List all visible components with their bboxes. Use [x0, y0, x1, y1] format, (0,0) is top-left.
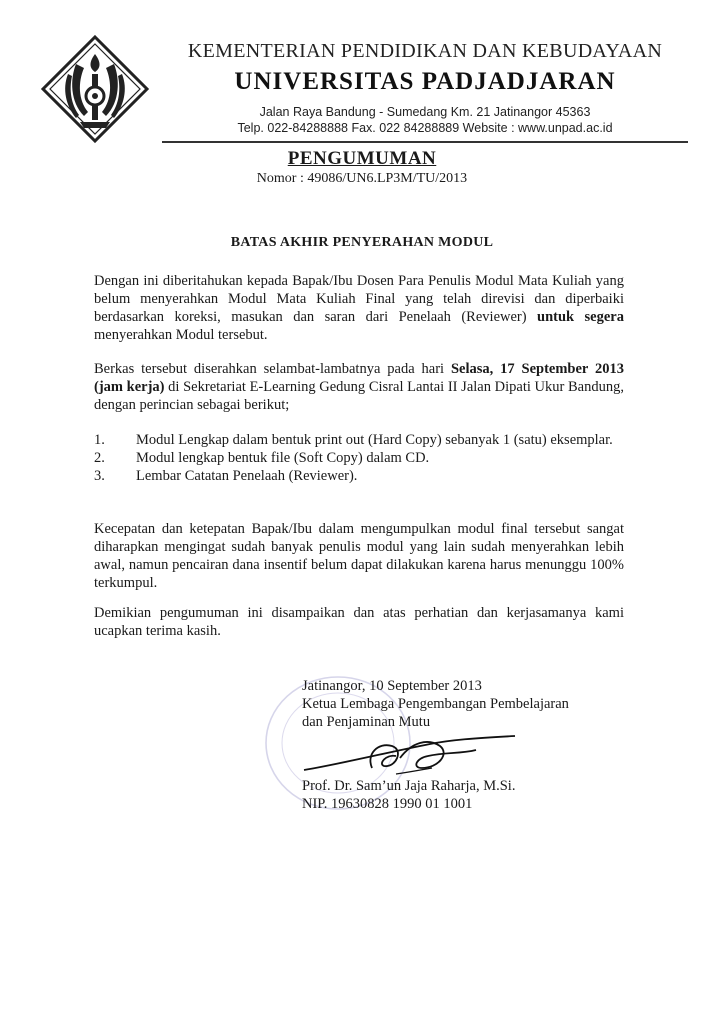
university-contact: Telp. 022-84288888 Fax. 022 84288889 Website : www.unpad.ac.id	[237, 121, 613, 135]
deadline-text: Berkas tersebut diserahkan selambat-lambatnya pada hari	[94, 361, 451, 377]
paragraph-appeal: Kecepatan dan ketepatan Bapak/Ibu dalam mengumpulkan modul final tersebut sangat diharapkan mengingat sudah banyak penulis modul yang lain sudah menyerahkan lebih awal, namun pencairan dana insentif belum dapat dilakukan karena harus menunggu 100% terkumpul.	[94, 521, 624, 591]
list-item-text: Lembar Catatan Penelaah (Reviewer).	[136, 468, 358, 484]
requirements-list	[94, 431, 624, 485]
announcement-title: PENGUMUMAN	[287, 148, 437, 169]
list-item-text: Modul Lengkap dalam bentuk print out (Hard Copy) sebanyak 1 (satu) eksemplar.	[136, 432, 613, 448]
announcement-number: Nomor : 49086/UN6.LP3M/TU/2013	[256, 171, 468, 186]
deadline-text-end: di Sekretariat E-Learning Gedung Cisral Lantai II Jalan Dipati Ukur Bandung, dengan perincian sebagai berikut;	[94, 379, 624, 413]
handwritten-signature	[300, 724, 530, 780]
list-item-number: 2.	[94, 450, 105, 466]
signature-place-date: Jatinangor, 10 September 2013	[302, 678, 482, 694]
signature-position-line2: dan Penjaminan Mutu	[302, 714, 431, 730]
announcement-subject: BATAS AKHIR PENYERAHAN MODUL	[230, 235, 494, 250]
letterhead-divider	[162, 141, 688, 143]
intro-text: Dengan ini diberitahukan kepada Bapak/Ibu Dosen Para Penulis Modul Mata Kuliah yang belum menyerahkan Modul Mata Kuliah Final yang telah direvisi dan diperbaiki berdasarkan koreksi, masukan dan saran dari Penelaah (Reviewer)	[94, 273, 624, 325]
university-address: Jalan Raya Bandung - Sumedang Km. 21 Jatinangor 45363	[259, 105, 591, 119]
paragraph-deadline	[94, 360, 624, 414]
list-item-number: 3.	[94, 468, 105, 484]
university-name: UNIVERSITAS PADJADJARAN	[234, 68, 616, 95]
list-item	[94, 449, 624, 467]
paragraph-closing: Demikian pengumuman ini disampaikan dan atas perhatian dan kerjasamanya kami ucapkan terima kasih.	[94, 605, 624, 639]
signatory-nip: NIP. 19630828 1990 01 1001	[302, 796, 473, 812]
deadline-date: Selasa, 17 September 2013	[450, 361, 624, 377]
signatory-name: Prof. Dr. Sam’un Jaja Raharja, M.Si.	[302, 778, 516, 794]
deadline-hours: (jam kerja)	[94, 379, 165, 395]
paragraph-intro	[94, 272, 624, 344]
list-item	[94, 431, 624, 449]
university-logo	[40, 34, 150, 144]
ministry-name: KEMENTERIAN PENDIDIKAN DAN KEBUDAYAAN	[187, 40, 663, 62]
signature-position-line1: Ketua Lembaga Pengembangan Pembelajaran	[302, 696, 569, 712]
list-item-number: 1.	[94, 432, 105, 448]
intro-emphasis: untuk segera	[537, 309, 624, 325]
list-item	[94, 467, 624, 485]
list-item-text: Modul lengkap bentuk file (Soft Copy) dalam CD.	[136, 450, 430, 466]
intro-text-end: menyerahkan Modul tersebut.	[94, 327, 268, 343]
